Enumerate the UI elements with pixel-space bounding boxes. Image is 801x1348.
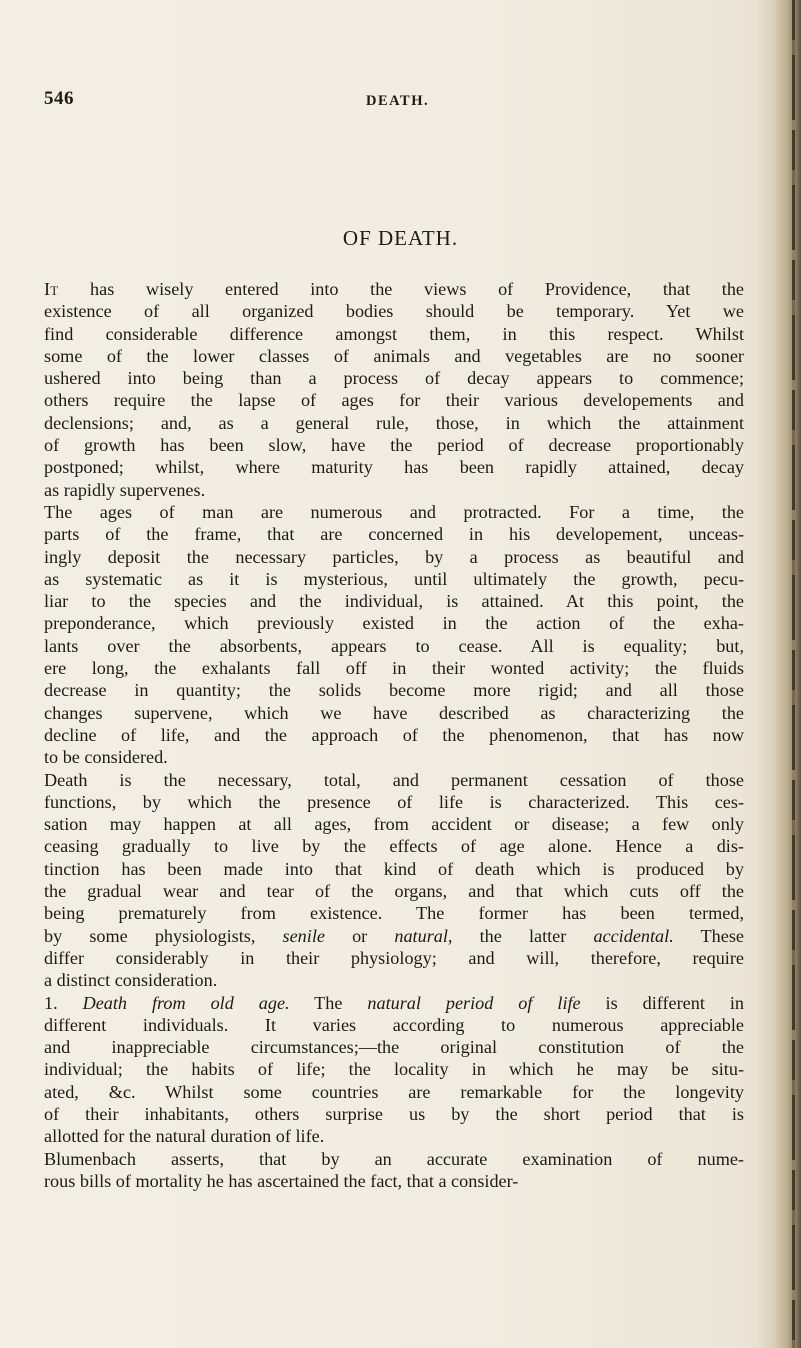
running-head (44, 88, 744, 118)
text-line: preponderance, which previously existed in the action of the exha- (44, 613, 744, 634)
italic-text: natural, (394, 925, 453, 946)
text-line: The ages of man are numerous and protracted. For a time, the (44, 501, 744, 522)
paragraph (44, 278, 744, 501)
text-line (44, 992, 744, 1014)
text-line: Blumenbach asserts, that by an accurate examination of nume- (44, 1148, 744, 1169)
page-number: 546 (44, 88, 74, 109)
text-line: existence of all organized bodies should be temporary. Yet we (44, 301, 744, 322)
italic-text: natural period of life (367, 992, 581, 1013)
text-line: rous bills of mortality he has ascertained the fact, that a consider- (44, 1170, 519, 1191)
text-line: to be considered. (44, 747, 168, 768)
text-line: ceasing gradually to live by the effects of age alone. Hence a dis- (44, 836, 744, 857)
body-text (44, 278, 744, 1192)
text-run: the latter (452, 925, 594, 946)
text-line: differ considerably in their physiology; and will, therefore, require (44, 947, 744, 968)
text-line: ere long, the exhalants fall off in their wonted activity; the fluids (44, 658, 744, 679)
text-line: ushered into being than a process of decay appears to commence; (44, 368, 744, 389)
text-line: others require the lapse of ages for their various developements and (44, 390, 744, 411)
text-line: tinction has been made into that kind of death which is produced by (44, 858, 744, 879)
text-line: sation may happen at all ages, from accident or disease; a few only (44, 814, 744, 835)
text-line: declensions; and, as a general rule, those, in which the attainment (44, 412, 744, 433)
text-line (44, 925, 744, 947)
text-run: by some physiologists, (44, 925, 283, 946)
text-line: allotted for the natural duration of life. (44, 1126, 325, 1147)
text-line: ingly deposit the necessary particles, by a process as beautiful and (44, 546, 744, 567)
text-line: postponed; whilst, where maturity has been rapidly attained, decay (44, 457, 744, 478)
text-run: The (289, 992, 368, 1013)
text-line: decrease in quantity; the solids become more rigid; and all those (44, 680, 744, 701)
text-line: find considerable difference amongst them, in this respect. Whilst (44, 323, 744, 344)
text-line: the gradual wear and tear of the organs, and that which cuts off the (44, 881, 744, 902)
text-line: different individuals. It varies according to numerous appreciable (44, 1014, 744, 1035)
text-line: Death is the necessary, total, and permanent cessation of those (44, 769, 744, 790)
page-edge-binding (757, 0, 801, 1348)
text-line: as rapidly supervenes. (44, 479, 206, 500)
running-title: DEATH. (366, 93, 430, 109)
text-line: decline of life, and the approach of the phenomenon, that has now (44, 724, 744, 745)
text-run: is different in (580, 992, 744, 1013)
paragraph (44, 992, 744, 1148)
text-line: changes supervene, which we have described as characterizing the (44, 702, 744, 723)
italic-text: Death from old age. (82, 992, 290, 1013)
text-line: of growth has been slow, have the period of decrease proportionably (44, 435, 744, 456)
text-run: has wisely entered into the views of Providence, that the (58, 279, 744, 299)
italic-text: senile (282, 925, 325, 946)
paragraph (44, 769, 744, 992)
text-line: liar to the species and the individual, is attained. At this point, the (44, 591, 744, 612)
chapter-title: OF DEATH. (342, 226, 459, 250)
text-line: a distinct consideration. (44, 970, 218, 991)
italic-text: accidental. (593, 925, 674, 946)
text-run: These (673, 925, 744, 946)
text-line (44, 278, 744, 300)
text-line: lants over the absorbents, appears to cease. All is equality; but, (44, 635, 744, 656)
text-line: being prematurely from existence. The former has been termed, (44, 903, 744, 924)
text-line: of their inhabitants, others surprise us by the short period that is (44, 1103, 744, 1124)
text-line: and inappreciable circumstances;—the original constitution of the (44, 1037, 744, 1058)
text-line: individual; the habits of life; the locality in which he may be situ- (44, 1059, 744, 1080)
paragraph (44, 501, 744, 769)
text-run: 1. (44, 992, 83, 1013)
text-line: functions, by which the presence of life is characterized. This ces- (44, 791, 744, 812)
text-line: parts of the frame, that are concerned in his developement, unceas- (44, 524, 744, 545)
text-line: some of the lower classes of animals and vegetables are no sooner (44, 345, 744, 366)
drop-word: It (44, 279, 59, 299)
paragraph (44, 1148, 744, 1193)
text-line: ated, &c. Whilst some countries are remarkable for the longevity (44, 1081, 744, 1102)
text-run: or (324, 925, 395, 946)
text-line: as systematic as it is mysterious, until ultimately the growth, pecu- (44, 568, 744, 589)
